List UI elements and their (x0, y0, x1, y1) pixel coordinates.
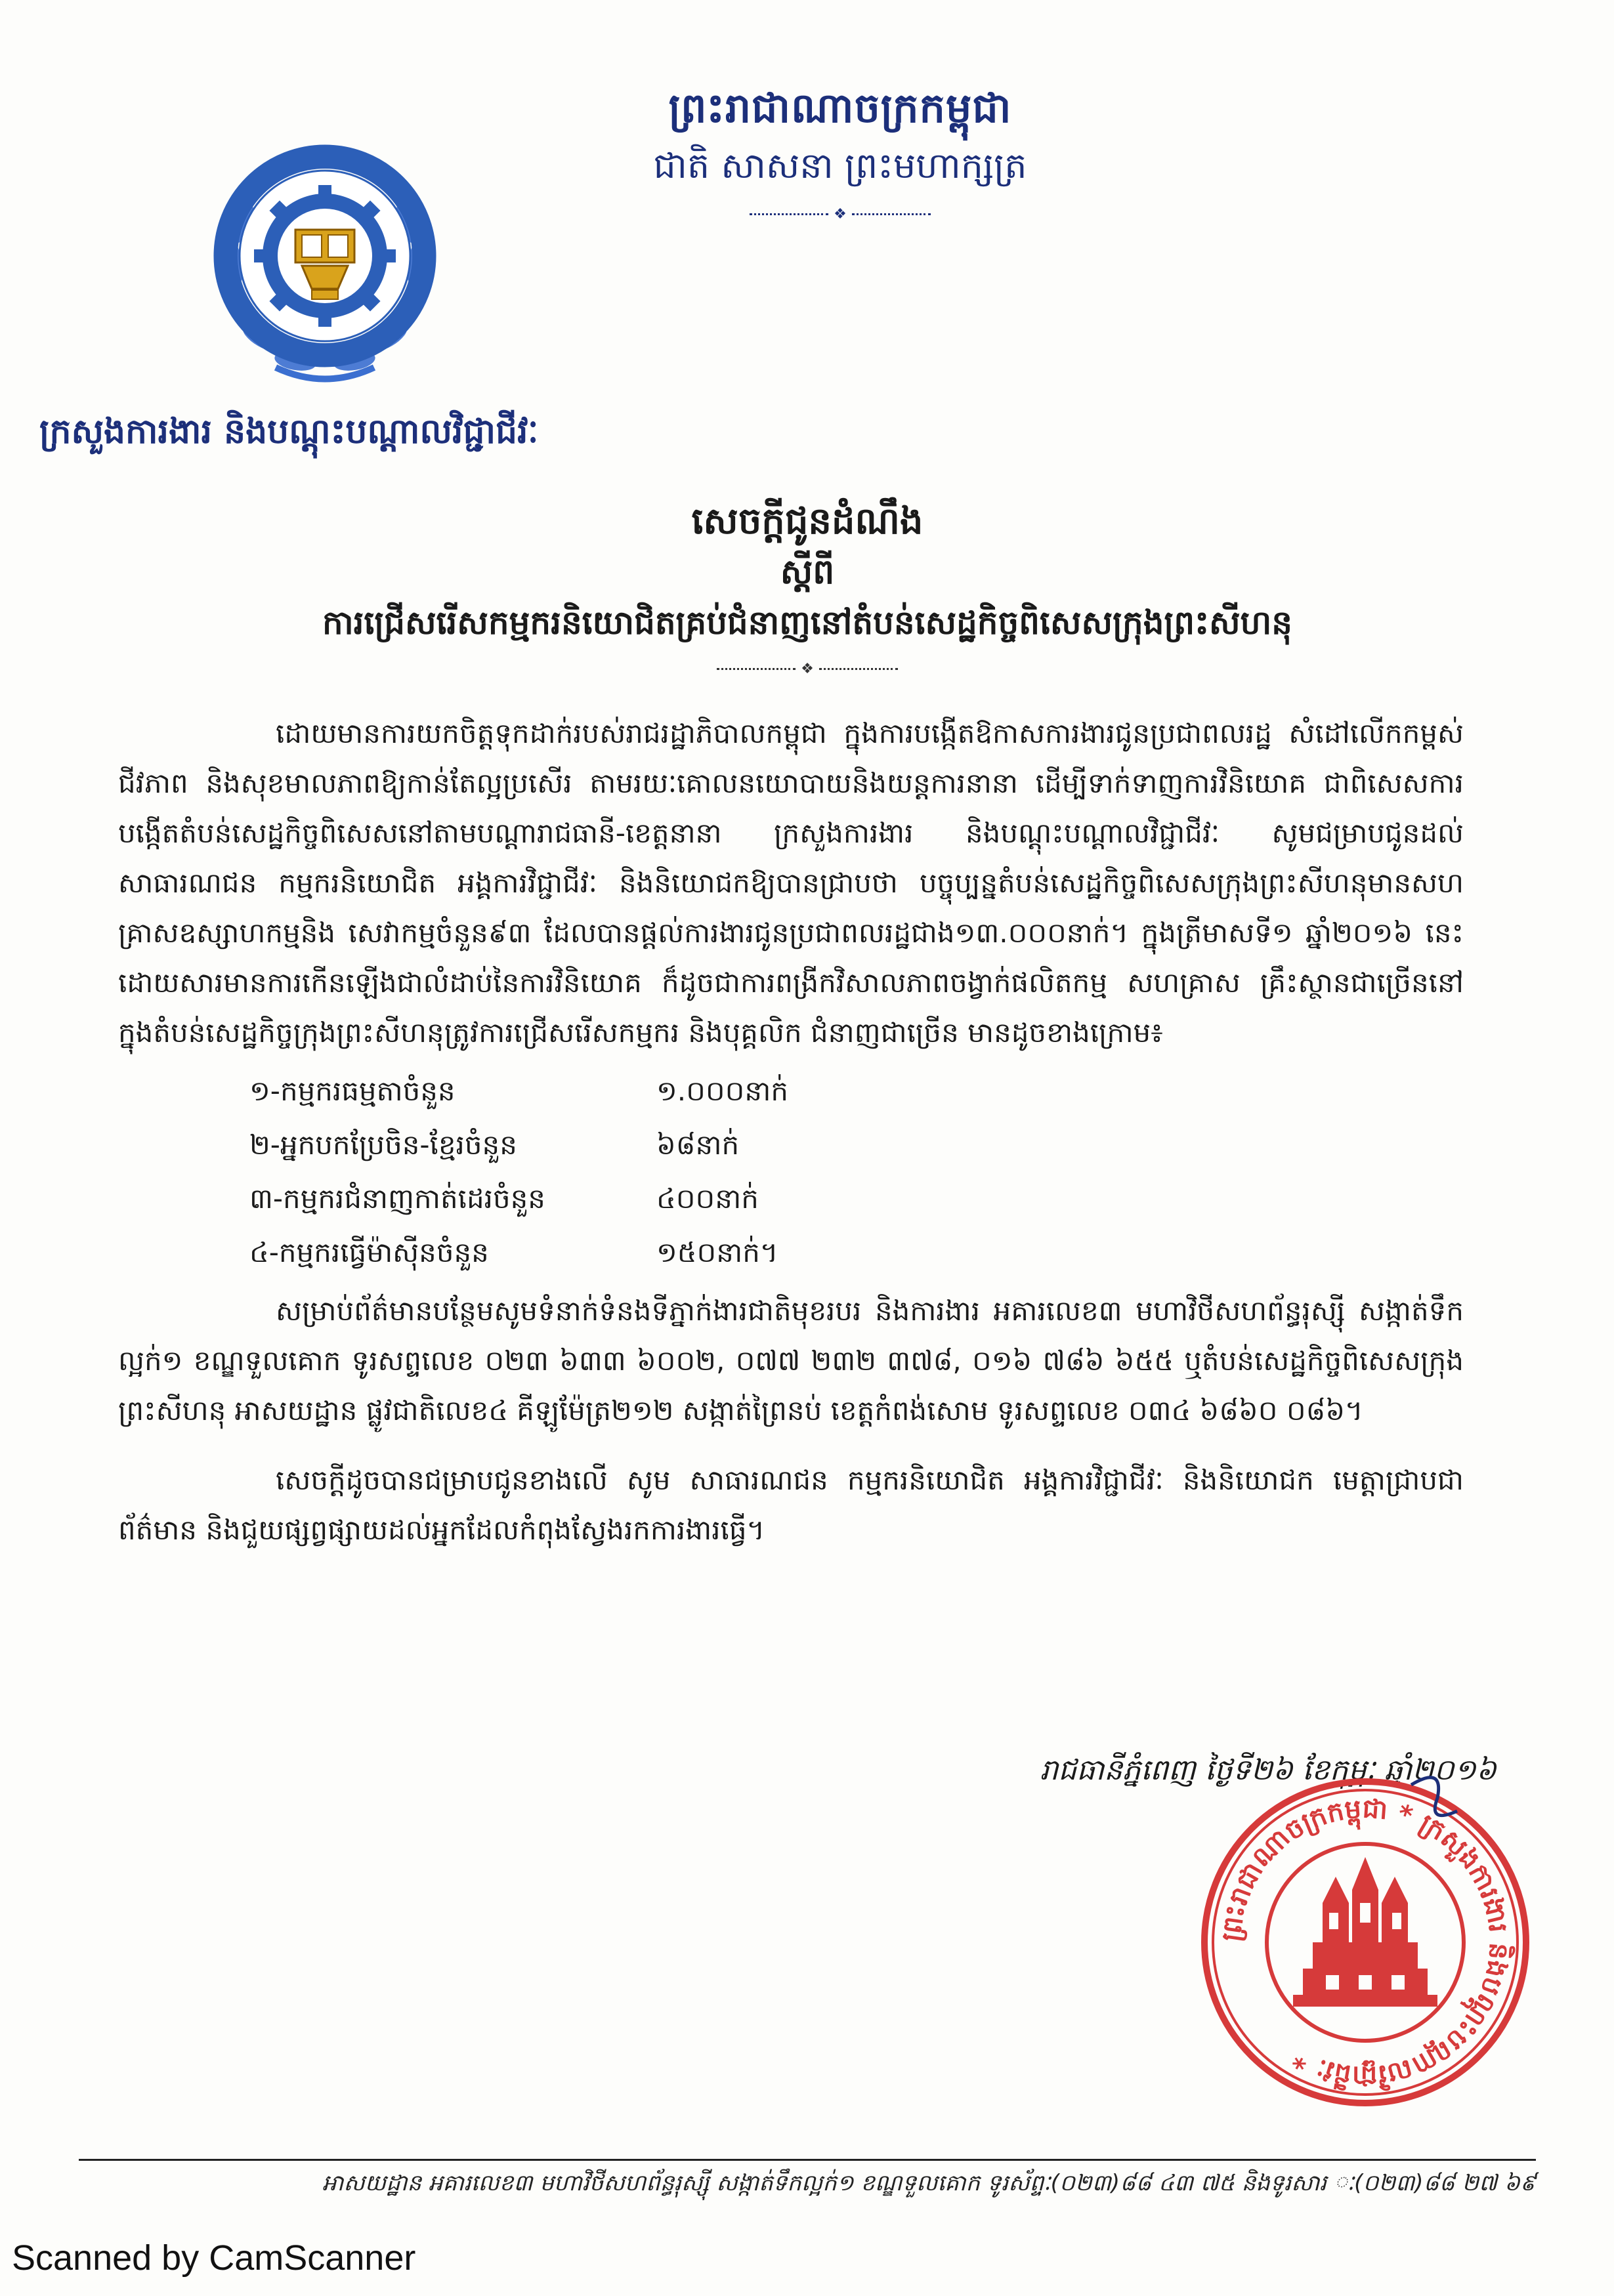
ministry-name: ក្រសួងការងារ និងបណ្តុះបណ្តាលវិជ្ជាជីវៈ (39, 412, 539, 451)
job-list (249, 1064, 1464, 1280)
job-label: ៣-កម្មករជំនាញកាត់ដេរចំនួន (249, 1182, 545, 1215)
body-paragraph-3: សេចក្តីដូចបានជម្រាបជូនខាងលើ សូម សាធារណជន កម្មករនិយោជិត អង្គការវិជ្ជាជីវៈ និងនិយោជក មេត្តាជ្រាបជាព័ត៌មាន និងជួយផ្សព្វផ្សាយដល់អ្នកដែលកំពុងស្វែងរកការងារធ្វើ។ (118, 1464, 1464, 1546)
body-paragraph-2: សម្រាប់ព័ត៌មានបន្ថែមសូមទំនាក់ទំនងទីភ្នាក់ងារជាតិមុខរបរ និងការងារ អគារលេខ៣ មហាវិថីសហព័ន្ធរុស្ស៊ី សង្កាត់ទឹកល្អក់១ ខណ្ឌទួលគោក ទូរសព្ទលេខ ០២៣ ៦៣៣ ៦០០២, ០៧៧ ២៣២ ៣៧៨, ០១៦ ៧៨៦ ៦៥៥ ឬតំបន់សេដ្ឋកិច្ចពិសេសក្រុងព្រះសីហនុ អាសយដ្ឋាន ផ្លូវជាតិលេខ៤ គីឡូម៉ែត្រ២១២ សង្កាត់ព្រៃនប់ ខេត្តកំពង់សោម ទូរសព្ទលេខ ០៣៤ ៦៨៦០ ០៨៦។ (118, 1295, 1464, 1427)
notice-subject: ការជ្រើសរើសកម្មករនិយោជិតគ្រប់ជំនាញនៅតំបន់សេដ្ឋកិច្ចពិសេសក្រុងព្រះសីហនុ (322, 604, 1293, 642)
notice-title: សេចក្តីជូនដំណឹង (691, 500, 924, 543)
footer-address: អាសយដ្ឋាន អគារលេខ៣ មហាវិថីសហព័ន្ធរុស្ស៊ី សង្កាត់ទឹកល្អក់១ ខណ្ឌទួលគោក ទូរស័ព្ទៈ(០២៣)៨៨ ៤៣ ៧៥ និងទូរសារ ៈ(០២៣)៨៨ ២៧ ៦៩ (322, 2170, 1536, 2196)
job-list-item (249, 1118, 1464, 1172)
job-count: ៤០០នាក់ (656, 1182, 759, 1215)
kingdom-name: ព្រះរាជាណាចក្រកម្ពុជា (668, 84, 1012, 132)
notice-body (118, 709, 1464, 1555)
job-list-item (249, 1064, 1464, 1118)
scanner-watermark: Scanned by CamScanner (12, 2238, 416, 2278)
job-list-item (249, 1226, 1464, 1280)
official-seal (1195, 1772, 1536, 2113)
job-label: ៤-កម្មករធ្វើម៉ាស៊ីនចំនួន (249, 1236, 489, 1268)
job-count: ៦៨នាក់ (656, 1129, 740, 1161)
ministry-logo (197, 131, 453, 400)
footer-divider (79, 2159, 1536, 2161)
job-count: ១.០០០នាក់ (656, 1075, 788, 1107)
notice-subject-label: ស្តីពី (780, 553, 835, 592)
header-ornament: ❖ (591, 206, 1090, 222)
job-list-item (249, 1172, 1464, 1226)
job-count: ១៥០នាក់។ (656, 1236, 778, 1268)
job-label: ២-អ្នកបកប្រែចិន-ខ្មែរចំនួន (249, 1129, 517, 1161)
title-ornament: ❖ (131, 661, 1483, 677)
notice-title-block (131, 495, 1483, 677)
kingdom-header (591, 79, 1090, 222)
date-line: រាជធានីភ្នំពេញ ថ្ងៃទី២៦ ខែកុម្ភៈ ឆ្នាំ២០១៦ (1040, 1753, 1497, 1787)
seal-text: ព្រះរាជាណាចក្រកម្ពុជា * ក្រសួងការងារ និងបណ្តុះបណ្តាលវិជ្ជាជីវៈ * (1216, 1793, 1514, 2091)
national-motto: ជាតិ សាសនា ព្រះមហាក្សត្រ (653, 145, 1027, 186)
job-label: ១-កម្មករធម្មតាចំនួន (249, 1075, 456, 1107)
body-paragraph-1: ដោយមានការយកចិត្តទុកដាក់របស់រាជរដ្ឋាភិបាលកម្ពុជា ក្នុងការបង្កើតឱកាសការងារជូនប្រជាពលរដ្ឋ សំដៅលើកកម្ពស់ជីវភាព និងសុខមាលភាពឱ្យកាន់តែល្អប្រសើរ តាមរយៈគោលនយោបាយនិងយន្តការនានា ដើម្បីទាក់ទាញការវិនិយោគ ជាពិសេសការបង្កើតតំបន់សេដ្ឋកិច្ចពិសេសនៅតាមបណ្តារាជធានី-ខេត្តនានា ក្រសួងការងារ និងបណ្តុះបណ្តាលវិជ្ជាជីវៈ សូមជម្រាបជូនដល់ សាធារណជន កម្មករនិយោជិត អង្គការវិជ្ជាជីវៈ និងនិយោជកឱ្យបានជ្រាបថា បច្ចុប្បន្នតំបន់សេដ្ឋកិច្ចពិសេសក្រុងព្រះសីហនុមានសហគ្រាសឧស្សាហកម្មនិង សេវាកម្មចំនួន៩៣ ដែលបានផ្តល់ការងារជូនប្រជាពលរដ្ឋជាង១៣.០០០នាក់។ ក្នុងត្រីមាសទី១ ឆ្នាំ២០១៦ នេះ ដោយសារមានការកើនឡើងជាលំដាប់នៃការវិនិយោគ ក៏ដូចជាការពង្រីកវិសាលភាពចង្វាក់ផលិតកម្ម សហគ្រាស គ្រឹះស្ថានជាច្រើននៅក្នុងតំបន់សេដ្ឋកិច្ចក្រុងព្រះសីហនុត្រូវការជ្រើសរើសកម្មករ និងបុគ្គលិក ជំនាញជាច្រើន មានដូចខាងក្រោម៖ (118, 717, 1464, 1049)
